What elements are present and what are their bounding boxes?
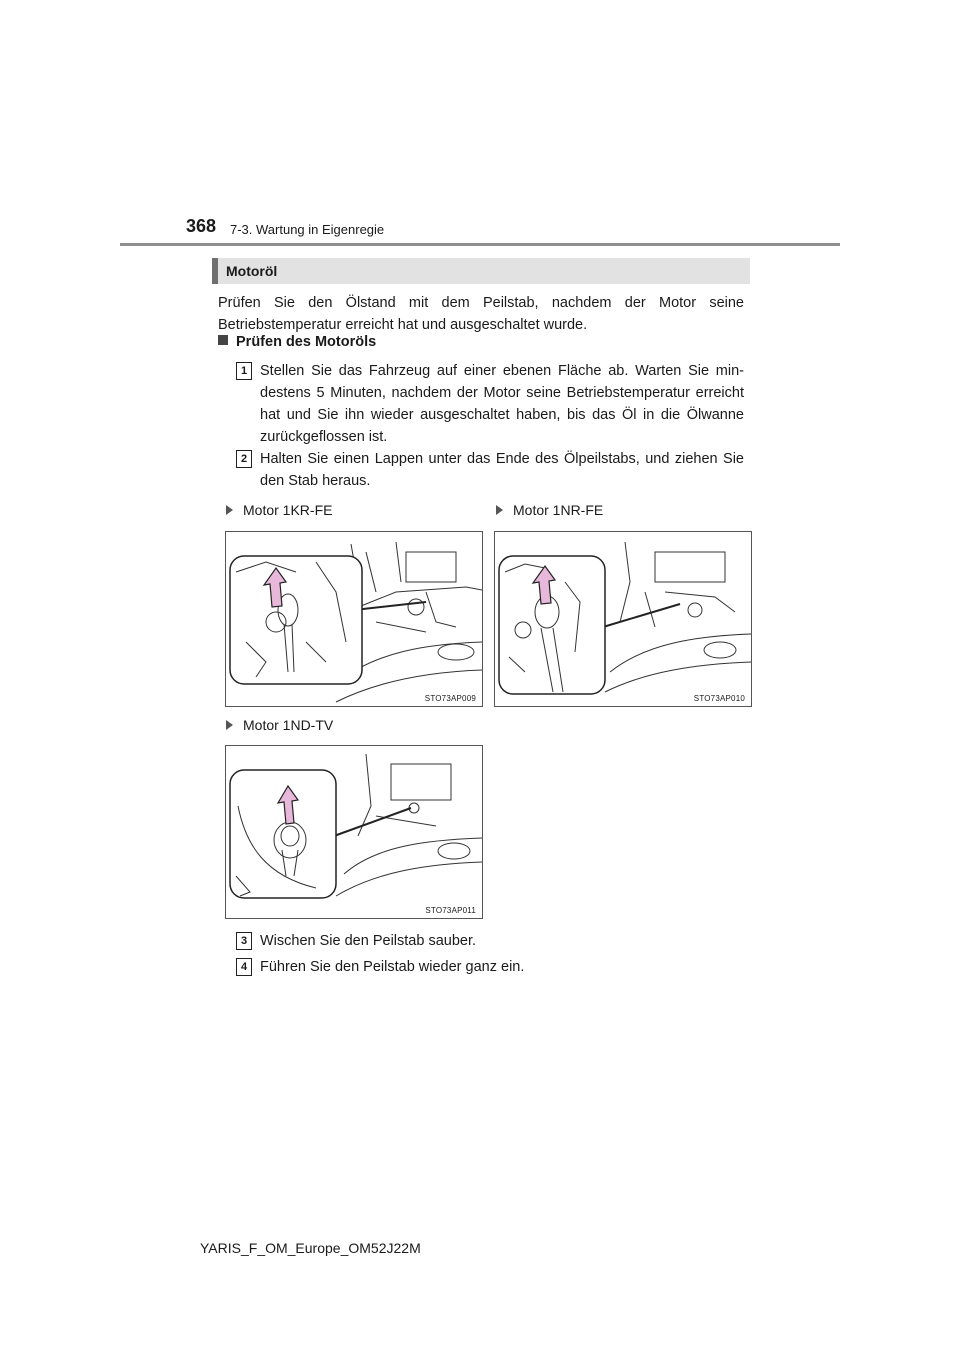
step-text-4: Führen Sie den Peilstab wieder ganz ein. bbox=[260, 959, 525, 975]
variant-label-1nr-fe: Motor 1NR-FE bbox=[496, 502, 603, 518]
figure-id: STO73AP011 bbox=[425, 906, 476, 915]
figure-1nd-tv bbox=[225, 745, 483, 919]
section-heading-bar bbox=[212, 258, 750, 284]
subheading bbox=[218, 334, 376, 350]
figure-1nr-fe bbox=[494, 531, 752, 707]
chapter-title: 7-3. Wartung in Eigenregie bbox=[230, 222, 385, 237]
triangle-bullet-icon bbox=[496, 505, 503, 515]
header-divider bbox=[120, 243, 840, 246]
page-number: 368 bbox=[186, 216, 217, 236]
step-badge-3: 3 bbox=[236, 932, 252, 950]
triangle-bullet-icon bbox=[226, 505, 233, 515]
figure-id: STO73AP009 bbox=[424, 694, 476, 703]
engine-illustration-1kr-fe bbox=[226, 532, 482, 706]
section-accent bbox=[212, 258, 218, 284]
subheading-text: Prüfen des Motoröls bbox=[236, 334, 377, 350]
section-title: Motoröl bbox=[226, 263, 278, 279]
step-badge-1: 1 bbox=[236, 362, 252, 380]
square-bullet-icon bbox=[218, 335, 228, 345]
engine-illustration-1nd-tv bbox=[226, 746, 482, 918]
step-text-2: Halten Sie einen Lappen unter das Ende des Ölpeilstabs, und ziehen Sie den Stab heraus. bbox=[260, 451, 744, 489]
step-badge-2: 2 bbox=[236, 450, 252, 468]
variant-label-1nd-tv: Motor 1ND-TV bbox=[226, 717, 333, 733]
step-badge-4: 4 bbox=[236, 958, 252, 976]
engine-illustration-1nr-fe bbox=[495, 532, 751, 706]
step-text-1: Stellen Sie das Fahrzeug auf einer ebenen Fläche ab. Warten Sie min-destens 5 Minuten, nachdem der Motor seine Betriebstemperatur erreicht hat und Sie ihn wieder ausgeschaltet haben, bis das Öl in die Ölwanne zurückgeflossen ist. bbox=[260, 363, 744, 445]
step-text-3: Wischen Sie den Peilstab sauber. bbox=[260, 933, 477, 949]
intro-paragraph: Prüfen Sie den Ölstand mit dem Peilstab, nachdem der Motor seine Betriebstemperatur erreicht hat und ausgeschaltet wurde. bbox=[218, 295, 744, 333]
figure-1kr-fe bbox=[225, 531, 483, 707]
footer-doc-code: YARIS_F_OM_Europe_OM52J22M bbox=[200, 1240, 421, 1256]
variant-label-1kr-fe: Motor 1KR-FE bbox=[226, 502, 332, 518]
figure-id: STO73AP010 bbox=[693, 694, 745, 703]
triangle-bullet-icon bbox=[226, 720, 233, 730]
